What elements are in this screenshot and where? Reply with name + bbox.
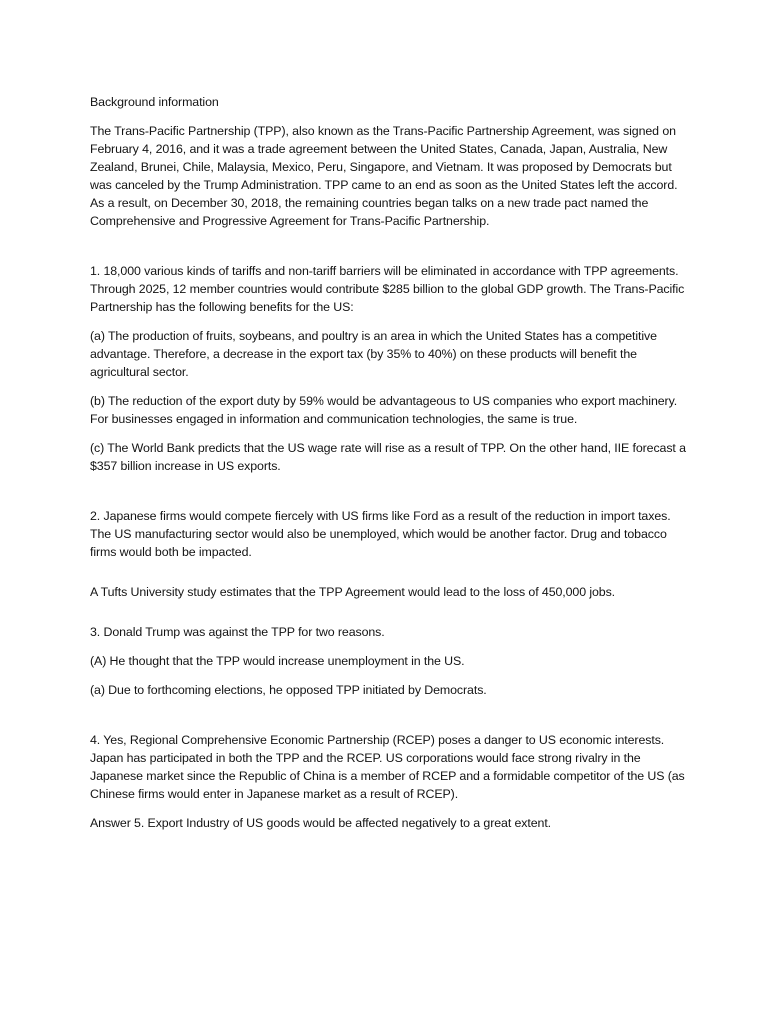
answer-4-paragraph: 4. Yes, Regional Comprehensive Economic Partnership (RCEP) poses a danger to US economic interests. Japan has participated in both the TPP and the RCEP. US corporations would face strong rivalry in the Japanese market since the Republic of China is a member of RCEP and a formidable competitor of the US (as Chinese firms would enter in Japanese market as a result of RCEP). — [90, 733, 685, 801]
answer-1-paragraph: 1. 18,000 various kinds of tariffs and non-tariff barriers will be eliminated in accordance with TPP agreements. Through 2025, 12 member countries would contribute $285 billion to the global GDP growth. The Trans-Pacific Partnership has the following benefits for the US: — [90, 264, 685, 314]
answer-3-paragraph: 3. Donald Trump was against the TPP for two reasons. — [90, 625, 385, 639]
answer-1b-paragraph: (b) The reduction of the export duty by 59% would be advantageous to US companies who export machinery. For businesses engaged in information and communication technologies, the same is true. — [90, 394, 678, 426]
answer-5-paragraph: Answer 5. Export Industry of US goods would be affected negatively to a great extent. — [90, 816, 552, 830]
section-heading: Background information — [90, 95, 219, 109]
background-paragraph: The Trans-Pacific Partnership (TPP), also known as the Trans-Pacific Partnership Agreement, was signed on February 4, 2016, and it was a trade agreement between the United States, Canada, Japan, Australia, New Zealand, Brunei, Chile, Malaysia, Mexico, Peru, Singapore, and Vietnam. It was proposed by Democrats but was canceled by the Trump Administration. TPP came to an end as soon as the United States left the accord. As a result, on December 30, 2018, the remaining countries began talks on a new trade pact named the Comprehensive and Progressive Agreement for Trans-Pacific Partnership. — [90, 124, 678, 228]
document-body — [90, 93, 690, 843]
answer-1c-paragraph: (c) The World Bank predicts that the US wage rate will rise as a result of TPP. On the other hand, IIE forecast a $357 billion increase in US exports. — [90, 441, 686, 473]
answer-1a-paragraph: (a) The production of fruits, soybeans, and poultry is an area in which the United States has a competitive advantage. Therefore, a decrease in the export tax (by 35% to 40%) on these products will benefit the agricultural sector. — [90, 329, 657, 379]
answer-2-paragraph: 2. Japanese firms would compete fiercely with US firms like Ford as a result of the reduction in import taxes. The US manufacturing sector would also be unemployed, which would be another factor. Drug and tobacco firms would both be impacted. — [90, 509, 671, 559]
answer-3a-paragraph: (a) Due to forthcoming elections, he opposed TPP initiated by Democrats. — [90, 683, 487, 697]
tufts-study-paragraph: A Tufts University study estimates that the TPP Agreement would lead to the loss of 450,000 jobs. — [90, 585, 616, 599]
answer-3A-paragraph: (A) He thought that the TPP would increase unemployment in the US. — [90, 654, 465, 668]
